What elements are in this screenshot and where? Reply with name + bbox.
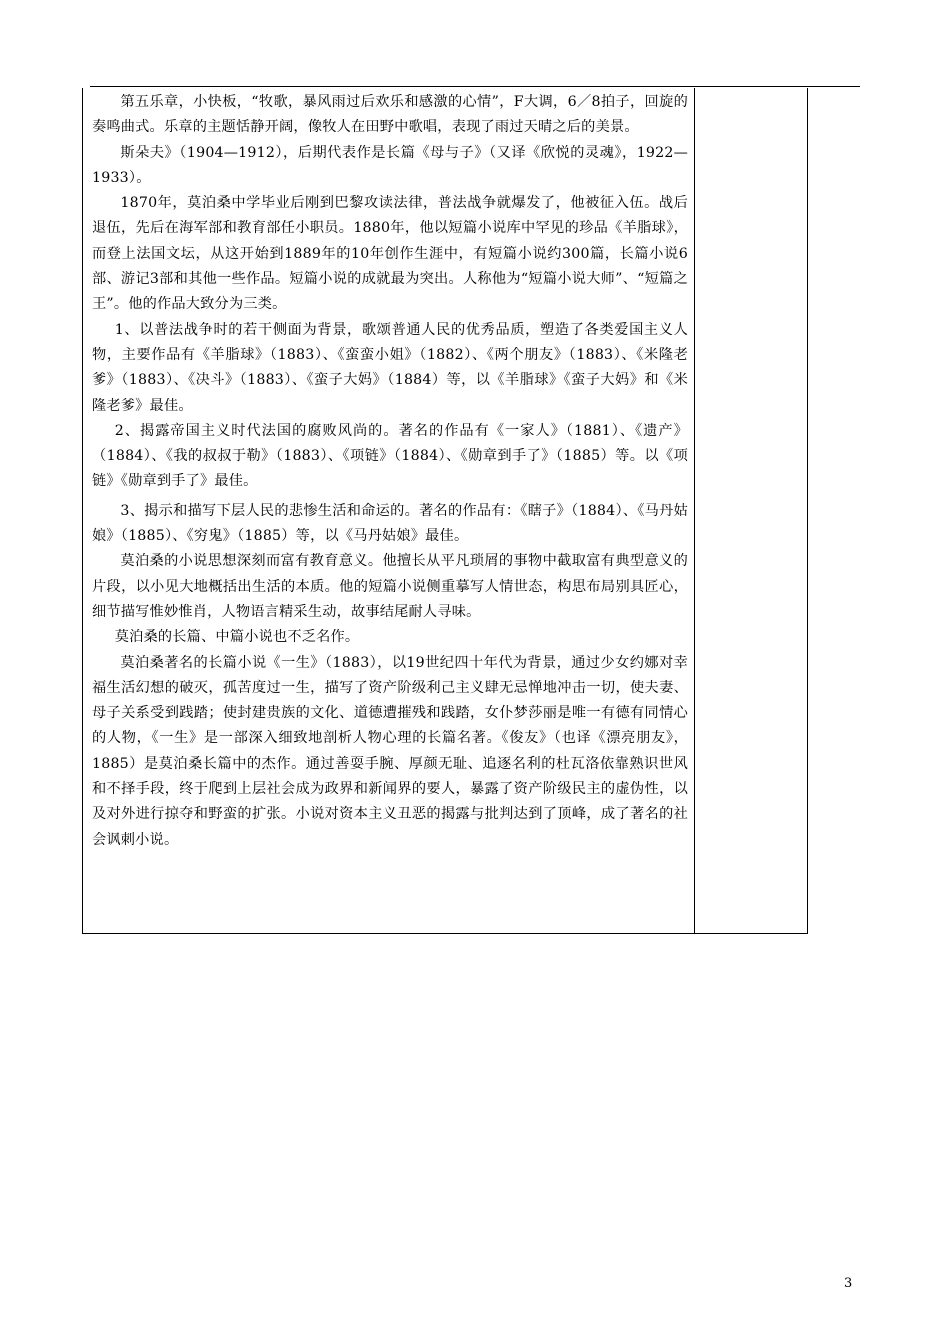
paragraph-maupassant-bio: 1870年，莫泊桑中学毕业后刚到巴黎攻读法律，普法战争就爆发了，他被征入伍。战后退伍，先后在海军部和教育部任小职员。1880年，他以短篇小说库中罕见的珍品《羊脂球》，而登上法国文坛，从这开始到1889年的10年创作生涯中，有短篇小说约300篇，长篇小说6部、游记3部和其他一些作品。短篇小说的成就最为突出。人称他为“短篇小说大师”、“短篇之王”。他的作品大致分为三类。 (92, 195, 688, 313)
paragraph-style: 莫泊桑的小说思想深刻而富有教育意义。他擅长从平凡琐屑的事物中截取富有典型意义的片段，以小见大地概括出生活的本质。他的短篇小说侧重摹写人情世态，构思布局别具匠心，细节描写惟妙惟肖，人物语言精采生动，故事结尾耐人寻味。 (92, 553, 688, 620)
paragraph-pastoral-movement: 第五乐章，小快板，“牧歌，暴风雨过后欢乐和感激的心情”，F大调，6／8拍子，回旋的奏鸣曲式。乐章的主题恬静开阔，像牧人在田野中歌唱，表现了雨过天晴之后的美景。 (92, 94, 688, 136)
main-text-cell (92, 90, 688, 853)
header-rule (90, 86, 860, 87)
paragraph-category-1: 1、以普法战争时的若干侧面为背景，歌颂普通人民的优秀品质，塑造了各类爱国主义人物，主要作品有《羊脂球》（1883）、《蛮蛮小姐》（1882）、《两个朋友》（1883）、《米隆老爹》（1883）、《决斗》（1883）、《蛮子大妈》（1884）等，以《羊脂球》《蛮子大妈》和《米隆老爹》最佳。 (92, 321, 688, 414)
paragraph-category-3: 3、揭示和描写下层人民的悲惨生活和命运的。著名的作品有：《瞎子》（1884）、《马丹姑娘》（1885）、《穷鬼》（1885）等，以《马丹姑娘》最佳。 (92, 502, 688, 545)
paragraph-christophe: 斯朵夫》（1904—1912），后期代表作是长篇《母与子》（又译《欣悦的灵魂》，1922—1933）。 (92, 144, 688, 186)
table-column-divider (694, 88, 695, 934)
paragraph-novels-intro: 莫泊桑的长篇、中篇小说也不乏名作。 (114, 629, 360, 646)
paragraph-category-2: 2、揭露帝国主义时代法国的腐败风尚的。著名的作品有《一家人》（1881）、《遗产》（1884）、《我的叔叔于勒》（1883）、《项链》（1884）、《勋章到手了》（1885）等。以《项链》《勋章到手了》最佳。 (92, 422, 688, 490)
paragraph-novels-detail: 莫泊桑著名的长篇小说《一生》（1883），以19世纪四十年代为背景，通过少女约娜对幸福生活幻想的破灭，孤苦度过一生，描写了资产阶级利己主义肆无忌惮地冲击一切，使夫妻、母子关系受到践踏；使封建贵族的文化、道德遭摧残和践踏，女仆梦莎丽是唯一有德有同情心的人物，《一生》是一部深入细致地剖析人物心理的长篇名著。《俊友》（也译《漂亮朋友》，1885）是莫泊桑长篇中的杰作。通过善耍手腕、厚颜无耻、追逐名利的杜瓦洛依靠熟识世风和不择手段，终于爬到上层社会成为政界和新闻界的要人，暴露了资产阶级民主的虚伪性，以及对外进行掠夺和野蛮的扩张。小说对资本主义丑恶的揭露与批判达到了顶峰，成了著名的社会讽刺小说。 (92, 654, 688, 848)
page-number: 3 (844, 1276, 853, 1291)
